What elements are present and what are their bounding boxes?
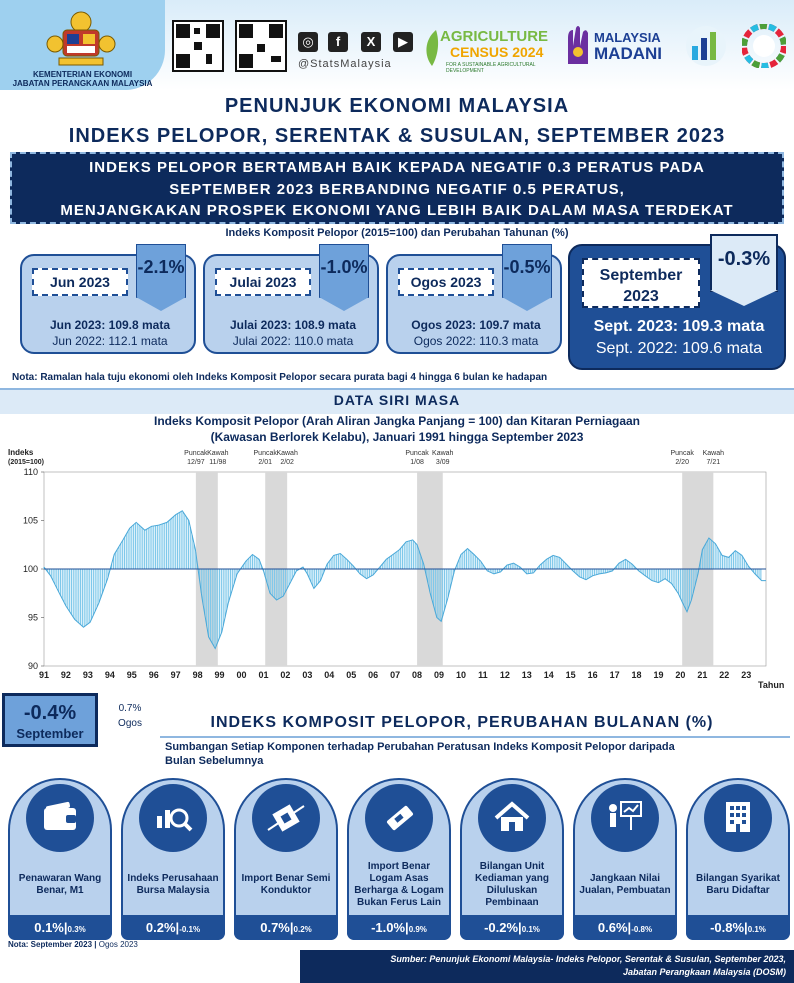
x-tick-label: 13 <box>521 670 532 680</box>
component-value: -0.8%|0.1% <box>686 915 790 940</box>
component-value: 0.2%|-0.1% <box>121 915 225 940</box>
component-value: -0.2%|0.1% <box>460 915 564 940</box>
section-title: DATA SIRI MASA <box>333 392 461 408</box>
component-current: 0.7% <box>260 920 290 935</box>
x-tick-label: 06 <box>368 670 379 680</box>
y-tick-label: 105 <box>22 515 38 526</box>
agri-line1: AGRICULTURE <box>440 28 549 45</box>
peak-date: 1/08 <box>410 459 424 466</box>
component-note: Nota: September 2023 | Ogos 2023 <box>8 940 138 949</box>
component-current: -1.0% <box>371 920 406 935</box>
x-tick-label: 05 <box>346 670 357 680</box>
card-previous-value: Julai 2022: 110.0 mata <box>232 334 354 348</box>
component-label: Import Benar Semi Konduktor <box>241 873 331 896</box>
card-previous-value: Jun 2022: 112.1 mata <box>52 334 168 348</box>
x-tick-label: 95 <box>126 670 137 680</box>
component-previous: 0.1% <box>747 925 766 934</box>
card-current-value: Julai 2023: 108.9 mata <box>229 318 357 332</box>
component-value: 0.1%|0.3% <box>8 915 112 940</box>
component-card-sales <box>573 778 677 940</box>
coat-of-arms-icon <box>45 8 117 68</box>
chart-title-line2: (Kawasan Berlorek Kelabu), Januari 1991 hingga September 2023 <box>210 430 584 444</box>
annual-card-ogos <box>386 254 562 354</box>
component-label: Penawaran Wang Benar, M1 <box>18 873 102 896</box>
monthly-title: INDEKS KOMPOSIT PELOPOR, PERUBAHAN BULANAN (%) <box>210 714 714 731</box>
chart-magnifier-icon <box>139 784 207 852</box>
monthly-change-value: -0.4% <box>23 702 77 724</box>
source-line2: Jabatan Perangkaan Malaysia (DOSM) <box>622 967 786 977</box>
card-current-value: Sept. 2023: 109.3 mata <box>593 318 765 335</box>
component-current: 0.1% <box>34 920 64 935</box>
youtube-icon[interactable]: ▶ <box>393 32 413 52</box>
trough-date: 3/09 <box>435 459 450 466</box>
card-annual-change: -1.0% <box>319 244 369 298</box>
wallet-icon <box>26 784 94 852</box>
building-icon <box>704 784 772 852</box>
annual-subtitle: Indeks Komposit Pelopor (2015=100) dan Perubahan Tahunan (%) <box>225 227 569 239</box>
y-tick-label: 100 <box>22 564 38 574</box>
trough-label: Kawah <box>276 450 298 457</box>
component-previous: -0.8% <box>631 925 653 934</box>
component-current: 0.2% <box>145 920 176 935</box>
card-month-name: September <box>599 267 683 284</box>
component-label: Bilangan Syarikat Baru Didaftar <box>696 873 780 896</box>
monthly-subtitle-line1: Sumbangan Setiap Komponen terhadap Perubahan Peratusan Indeks Komposit Pelopor daripada <box>165 741 675 753</box>
x-tick-label: 01 <box>258 670 269 680</box>
component-card-housing <box>460 778 564 940</box>
card-month <box>582 258 700 308</box>
chip-icon <box>252 784 320 852</box>
leaf-icon <box>422 28 442 68</box>
x-tick-label: 07 <box>390 670 401 680</box>
social-handle: @StatsMalaysia <box>298 58 392 70</box>
component-card-semiconductor <box>234 778 338 940</box>
x-tick-label: 03 <box>302 670 313 680</box>
note-main: Nota: September 2023 <box>8 940 93 949</box>
y-tick-label: 95 <box>27 612 38 623</box>
x-tick-label: 19 <box>653 670 664 680</box>
chart-title-line1: Indeks Komposit Pelopor (Arah Aliran Jangka Panjang = 100) dan Kitaran Perniagaan <box>153 414 641 428</box>
component-current: -0.8% <box>710 920 745 935</box>
component-card-bursa <box>121 778 225 940</box>
x-tick-label: 11 <box>478 670 488 680</box>
card-current-value: Ogos 2023: 109.7 mata <box>411 318 541 332</box>
card-previous-value: Ogos 2022: 110.3 mata <box>413 334 539 348</box>
component-label: Import Benar Logam Asas Berharga & Logam Bukan Ferus Lain <box>354 861 444 908</box>
x-tick-label: 92 <box>60 670 71 680</box>
x-tick-label: 02 <box>280 670 291 680</box>
headline-line3: MENJANGKAKAN PROSPEK EKONOMI YANG LEBIH BAIK DALAM MASA TERDEKAT <box>60 202 734 219</box>
trough-date: 7/21 <box>706 459 721 466</box>
component-previous: -0.1% <box>179 925 201 934</box>
peak-label: Puncak <box>184 450 208 457</box>
card-month: Ogos 2023 <box>398 268 494 296</box>
component-previous: 0.3% <box>67 925 86 934</box>
peak-date: 2/01 <box>258 459 273 466</box>
peak-date: 2/20 <box>675 459 689 466</box>
peak-date: 12/97 <box>187 459 205 466</box>
monthly-change-month: September <box>16 726 84 741</box>
x-tick-label: 98 <box>192 670 203 680</box>
x-tick-label: 09 <box>434 670 445 680</box>
trough-date: 2/02 <box>280 459 294 466</box>
header <box>0 0 794 90</box>
x-tick-label: 16 <box>587 670 598 680</box>
component-label: Bilangan Unit Kediaman yang Diluluskan Pembinaan <box>475 861 549 908</box>
x-tick-label: 10 <box>455 670 466 680</box>
x-twitter-icon[interactable]: X <box>361 32 381 52</box>
component-value: 0.6%|-0.8% <box>573 915 677 940</box>
ministry-name: KEMENTERIAN EKONOMI <box>32 70 133 79</box>
department-name: JABATAN PERANGKAAN MALAYSIA <box>12 79 153 88</box>
statistics-logo-icon <box>684 24 728 68</box>
component-previous: 0.1% <box>521 925 540 934</box>
monthly-subtitle-line2: Bulan Sebelumnya <box>165 755 264 767</box>
house-icon <box>478 784 546 852</box>
x-tick-label: 96 <box>148 670 159 680</box>
component-label: Jangkaan Nilai Jualan, Pembuatan <box>579 873 671 896</box>
component-previous: 0.2% <box>293 925 312 934</box>
component-current: 0.6% <box>597 920 628 935</box>
x-tick-label: 15 <box>565 670 576 680</box>
x-tick-label: 23 <box>741 670 752 680</box>
y-axis-sublabel: (2015=100) <box>8 459 45 466</box>
malaysia-madani-logo <box>564 22 676 70</box>
annual-card-september <box>568 244 786 370</box>
monthly-change-box <box>2 693 98 747</box>
instagram-icon[interactable]: ◎ <box>298 32 318 52</box>
x-tick-label: 12 <box>499 670 510 680</box>
forecast-note: Nota: Ramalan hala tuju ekonomi oleh Indeks Komposit Pelopor secara purata bagi 4 hingga 6 bulan ke hadapan <box>12 372 548 383</box>
leading-index-chart <box>0 446 794 692</box>
card-month: Julai 2023 <box>215 268 311 296</box>
card-annual-change: -0.3% <box>710 234 778 292</box>
card-previous-value: Sept. 2022: 109.6 mata <box>595 340 763 357</box>
x-tick-label: 94 <box>104 670 115 680</box>
page-title-line1: PENUNJUK EKONOMI MALAYSIA <box>224 95 570 117</box>
component-card-metals <box>347 778 451 940</box>
card-current-value: Jun 2023: 109.8 mata <box>49 318 171 332</box>
madani-line1: MALAYSIA <box>594 30 661 45</box>
x-tick-label: 22 <box>719 670 730 680</box>
x-tick-label: 17 <box>609 670 620 680</box>
component-card-m1 <box>8 778 112 940</box>
x-tick-label: 08 <box>412 670 423 680</box>
source-line1: Sumber: Penunjuk Ekonomi Malaysia- Indeks Pelopor, Serentak & Susulan, September 2023, <box>390 954 786 964</box>
x-tick-label: 18 <box>631 670 642 680</box>
previous-month-value: 0.7% <box>118 703 142 714</box>
sdg-wheel-icon <box>742 24 786 68</box>
card-month: Jun 2023 <box>32 268 128 296</box>
x-axis-label: Tahun <box>758 680 785 690</box>
component-label: Indeks Perusahaan Bursa Malaysia <box>127 873 219 896</box>
madani-hand-icon <box>564 24 592 68</box>
metal-bar-icon <box>365 784 433 852</box>
y-tick-label: 90 <box>27 661 38 671</box>
facebook-icon[interactable]: f <box>328 32 348 52</box>
previous-month-name: Ogos <box>118 718 142 729</box>
x-tick-label: 20 <box>675 670 686 680</box>
annual-card-jun <box>20 254 196 354</box>
x-tick-label: 93 <box>82 670 93 680</box>
agri-line2: CENSUS 2024 <box>450 44 544 60</box>
x-tick-label: 91 <box>38 670 50 680</box>
note-sub: Ogos 2023 <box>98 940 138 949</box>
card-annual-change: -0.5% <box>502 244 552 298</box>
trough-label: Kawah <box>207 450 229 457</box>
trough-label: Kawah <box>432 450 454 457</box>
madani-line2: MADANI <box>594 44 662 63</box>
headline-line1: INDEKS PELOPOR BERTAMBAH BAIK KEPADA NEGATIF 0.3 PERATUS PADA <box>89 159 705 176</box>
y-tick-label: 110 <box>23 467 38 477</box>
x-tick-label: 21 <box>697 670 708 680</box>
agri-line3: FOR A SUSTAINABLE AGRICULTURAL DEVELOPMENT <box>446 62 536 74</box>
x-tick-label: 97 <box>170 670 181 680</box>
page-title-line2: INDEKS PELOPOR, SERENTAK & SUSULAN, SEPTEMBER 2023 <box>68 125 726 147</box>
card-month-year: 2023 <box>623 288 659 305</box>
component-previous: 0.9% <box>408 925 427 934</box>
annual-card-julai <box>203 254 379 354</box>
presenter-icon <box>591 784 659 852</box>
x-tick-label: 14 <box>543 670 554 680</box>
qr-code-icon[interactable] <box>235 20 287 72</box>
peak-label: Puncak <box>405 450 429 457</box>
agriculture-census-logo <box>422 22 558 72</box>
x-tick-label: 99 <box>214 670 225 680</box>
peak-label: Puncak <box>253 450 277 457</box>
ministry-panel <box>0 0 165 90</box>
component-value: -1.0%|0.9% <box>347 915 451 940</box>
qr-code-icon[interactable] <box>172 20 224 72</box>
x-tick-label: 04 <box>324 670 335 680</box>
y-axis-label: Indeks <box>8 448 34 457</box>
card-annual-change: -2.1% <box>136 244 186 298</box>
component-card-companies <box>686 778 790 940</box>
component-value: 0.7%|0.2% <box>234 915 338 940</box>
trough-date: 11/98 <box>209 459 227 466</box>
peak-label: Puncak <box>670 450 694 457</box>
component-current: -0.2% <box>484 920 519 935</box>
trough-label: Kawah <box>702 450 725 457</box>
x-tick-label: 00 <box>236 670 247 680</box>
headline-line2: SEPTEMBER 2023 BERBANDING NEGATIF 0.5 PERATUS, <box>169 181 625 198</box>
headline-banner <box>10 152 784 224</box>
